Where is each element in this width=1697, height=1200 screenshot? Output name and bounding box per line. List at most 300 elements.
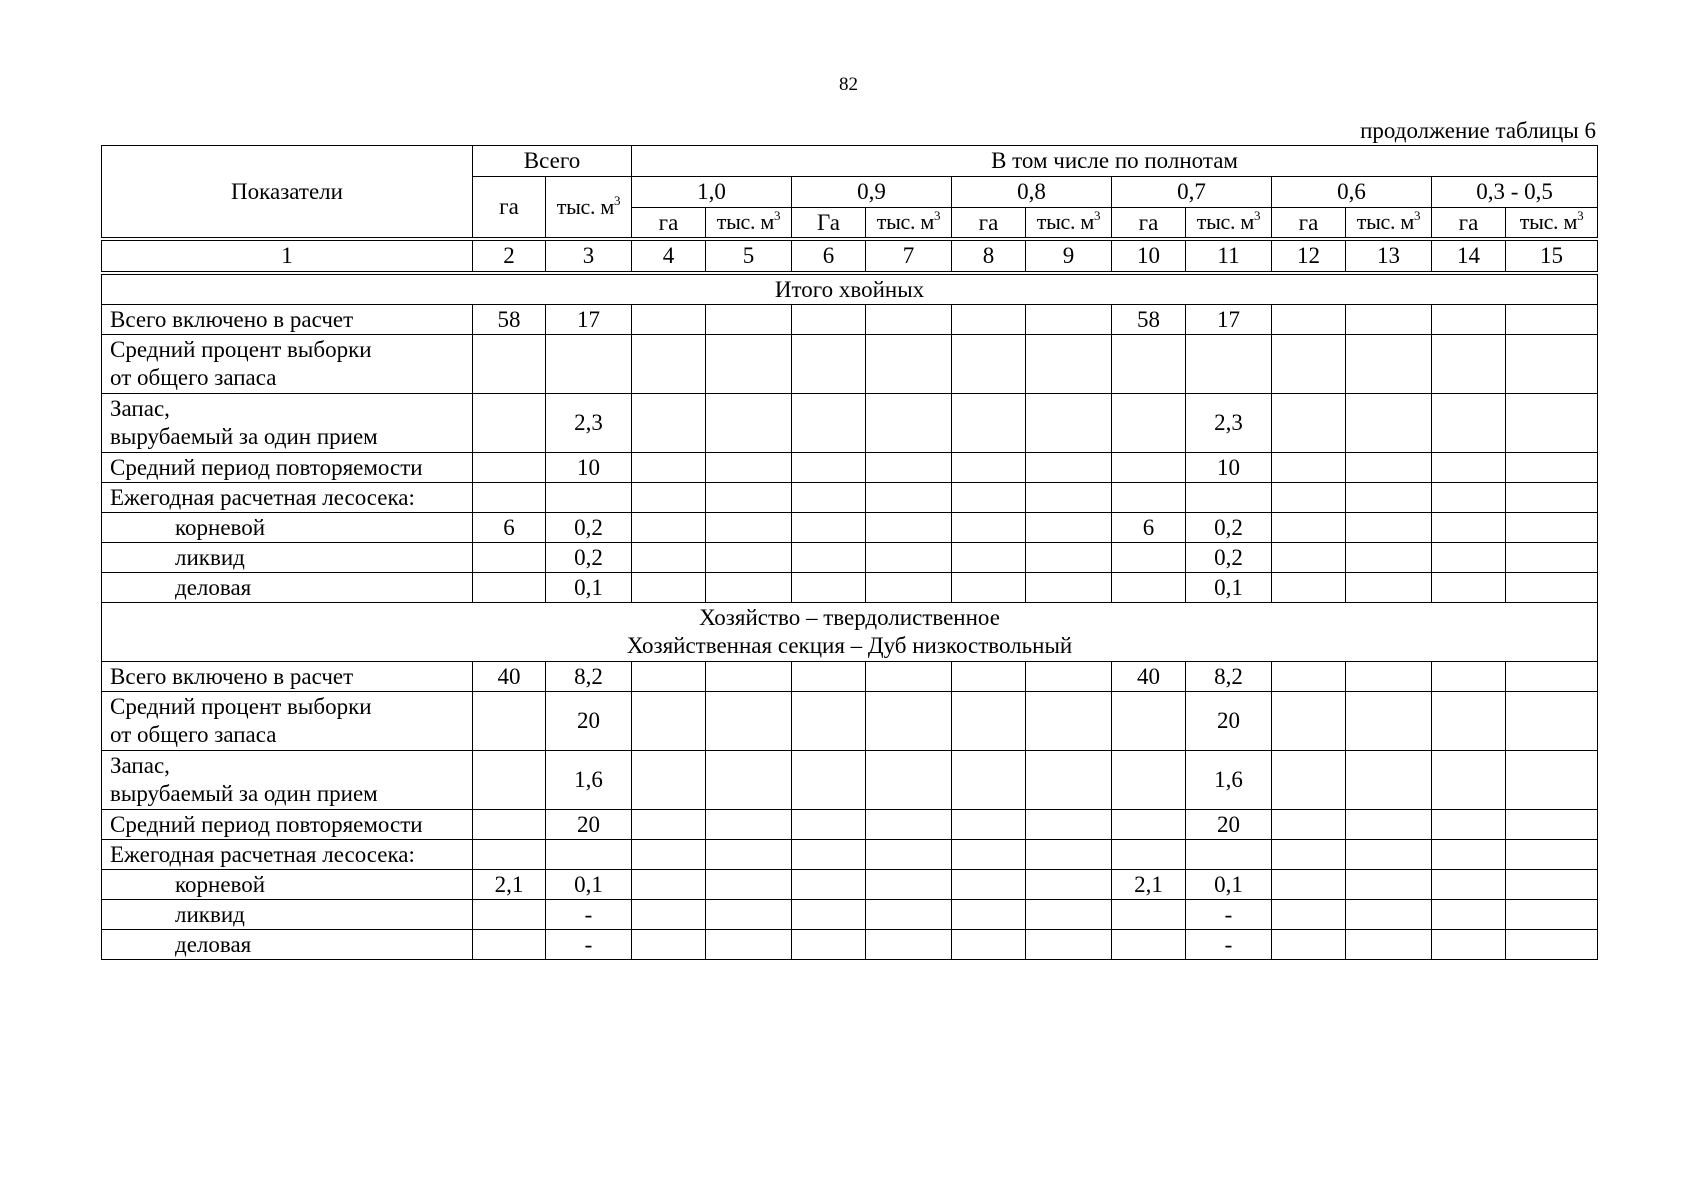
table-row xyxy=(102,513,1598,543)
table-cell xyxy=(1026,930,1112,960)
table-cell xyxy=(1272,394,1346,453)
section-title-text: Хозяйство – твердолиственное xyxy=(699,605,1000,631)
unit-sup: 3 xyxy=(1577,208,1584,224)
table-cell xyxy=(1112,900,1186,930)
table-cell xyxy=(706,692,792,751)
row-label-line: от общего запаса xyxy=(110,365,277,390)
table-cell xyxy=(866,394,952,453)
table-cell xyxy=(1272,662,1346,692)
row-label-line: от общего запаса xyxy=(110,722,277,747)
column-number: 12 xyxy=(1272,239,1346,273)
section-subtitle-text: Хозяйственная секция – Дуб низкоствольный xyxy=(626,633,1073,658)
unit-label: тыс. м xyxy=(556,193,615,219)
table-cell: 17 xyxy=(1186,305,1272,335)
table-cell xyxy=(792,335,866,394)
table-cell: 17 xyxy=(546,305,632,335)
column-number: 11 xyxy=(1186,239,1272,273)
table-cell xyxy=(866,870,952,900)
row-label-line: Всего включено в расчет xyxy=(110,663,354,689)
table-cell xyxy=(1112,810,1186,840)
table-cell xyxy=(866,692,952,751)
column-number: 1 xyxy=(102,239,473,273)
density-0-3-0-5: 0,3 - 0,5 xyxy=(1432,177,1598,208)
table-cell: 2,3 xyxy=(546,394,632,453)
table-cell xyxy=(1026,870,1112,900)
table-cell xyxy=(632,543,706,573)
table-row xyxy=(102,573,1598,603)
table-cell xyxy=(706,900,792,930)
table-cell: 0,2 xyxy=(546,513,632,543)
table-cell xyxy=(1432,305,1506,335)
table-cell xyxy=(632,453,706,483)
table-cell: 58 xyxy=(1112,305,1186,335)
header-ha: га xyxy=(1432,208,1506,240)
table-cell: 1,6 xyxy=(1186,751,1272,810)
table-cell: 0,1 xyxy=(546,573,632,603)
table-cell xyxy=(1346,513,1432,543)
table-row xyxy=(102,543,1598,573)
table-cell xyxy=(706,335,792,394)
table-cell xyxy=(1506,543,1598,573)
table-cell xyxy=(1432,335,1506,394)
header-volume xyxy=(1346,208,1432,240)
table-cell xyxy=(792,870,866,900)
table-cell xyxy=(1506,335,1598,394)
density-0-7: 0,7 xyxy=(1112,177,1272,208)
table-row xyxy=(102,662,1598,692)
table-cell xyxy=(1432,900,1506,930)
table-cell: 0,2 xyxy=(1186,513,1272,543)
row-label-line: Средний процент выборки xyxy=(110,694,372,720)
table-cell xyxy=(632,870,706,900)
unit-sup: 3 xyxy=(1414,208,1421,224)
table-cell xyxy=(473,483,546,513)
page-number: 82 xyxy=(839,74,858,95)
column-number: 2 xyxy=(473,239,546,273)
table-cell: 0,1 xyxy=(1186,573,1272,603)
row-label xyxy=(102,513,473,543)
section-title-text: Итого хвойных xyxy=(774,276,925,302)
table-cell xyxy=(1272,870,1346,900)
table-cell xyxy=(792,483,866,513)
table-cell xyxy=(473,900,546,930)
table-cell xyxy=(792,810,866,840)
table-cell xyxy=(473,692,546,751)
table-cell xyxy=(1506,394,1598,453)
table-cell xyxy=(792,692,866,751)
row-label xyxy=(102,305,473,335)
table-cell xyxy=(473,573,546,603)
table-cell xyxy=(1026,335,1112,394)
table-cell xyxy=(473,810,546,840)
column-number: 7 xyxy=(866,239,952,273)
table-cell xyxy=(706,870,792,900)
table-cell xyxy=(1432,810,1506,840)
row-label-line: Средний период повторяемости xyxy=(110,811,423,837)
table-cell xyxy=(1272,543,1346,573)
row-label xyxy=(102,692,473,751)
table-row xyxy=(102,394,1598,453)
table-cell xyxy=(866,513,952,543)
row-label-line: Запас, xyxy=(110,753,170,779)
row-label-line: ликвид xyxy=(175,544,245,570)
table-cell: 58 xyxy=(473,305,546,335)
row-label-line: корневой xyxy=(175,514,266,540)
table-cell xyxy=(1112,335,1186,394)
density-0-6: 0,6 xyxy=(1272,177,1432,208)
table-cell xyxy=(632,751,706,810)
row-label xyxy=(102,930,473,960)
table-cell xyxy=(1432,573,1506,603)
table-cell xyxy=(473,335,546,394)
table-cell xyxy=(1506,900,1598,930)
table-cell xyxy=(1112,483,1186,513)
unit-sup: 3 xyxy=(1254,208,1261,224)
header-volume xyxy=(706,208,792,240)
section-title xyxy=(102,603,1598,662)
row-label-line: вырубаемый за один прием xyxy=(110,424,378,449)
header-ha: га xyxy=(1112,208,1186,240)
unit-label: тыс. м xyxy=(1519,209,1578,235)
row-label-line: Запас, xyxy=(110,396,170,422)
table-cell xyxy=(1112,930,1186,960)
header-volume xyxy=(866,208,952,240)
table-cell xyxy=(1506,930,1598,960)
row-label xyxy=(102,573,473,603)
table-cell xyxy=(1026,513,1112,543)
table-cell xyxy=(1506,573,1598,603)
table-cell: - xyxy=(1186,900,1272,930)
table-cell xyxy=(792,453,866,483)
table-cell xyxy=(1506,692,1598,751)
table-row xyxy=(102,840,1598,870)
table-cell xyxy=(546,483,632,513)
table-cell xyxy=(1272,930,1346,960)
table-cell xyxy=(632,513,706,543)
table-cell: - xyxy=(1186,930,1272,960)
table-cell xyxy=(866,573,952,603)
header-volume xyxy=(1506,208,1598,240)
header-ha: га xyxy=(952,208,1026,240)
row-label-line: Ежегодная расчетная лесосека: xyxy=(110,841,415,867)
table-cell xyxy=(866,810,952,840)
table-cell: 0,1 xyxy=(1186,870,1272,900)
unit-sup: 3 xyxy=(934,208,941,224)
header-volume xyxy=(1026,208,1112,240)
table-cell xyxy=(706,810,792,840)
table-row xyxy=(102,305,1598,335)
table-cell xyxy=(792,662,866,692)
table-cell xyxy=(952,543,1026,573)
section-header-row xyxy=(102,273,1598,305)
table-cell xyxy=(1346,573,1432,603)
table-cell xyxy=(1026,573,1112,603)
unit-label: тыс. м xyxy=(1196,209,1255,235)
table-cell xyxy=(1272,810,1346,840)
table-cell xyxy=(1272,573,1346,603)
table-cell: 6 xyxy=(473,513,546,543)
table-cell xyxy=(866,840,952,870)
table-cell xyxy=(1186,483,1272,513)
table-cell xyxy=(1432,930,1506,960)
table-cell xyxy=(1346,870,1432,900)
table-cell: 40 xyxy=(1112,662,1186,692)
row-label xyxy=(102,394,473,453)
table-cell xyxy=(1506,453,1598,483)
table-cell xyxy=(1272,513,1346,543)
row-label xyxy=(102,662,473,692)
unit-label: тыс. м xyxy=(716,209,775,235)
table-cell xyxy=(1272,335,1346,394)
table-cell xyxy=(1432,513,1506,543)
table-cell: 10 xyxy=(1186,453,1272,483)
density-1-0: 1,0 xyxy=(632,177,792,208)
table-cell xyxy=(632,810,706,840)
table-cell xyxy=(706,453,792,483)
row-label xyxy=(102,483,473,513)
table-cell xyxy=(952,513,1026,543)
table-cell xyxy=(1506,305,1598,335)
table-cell xyxy=(792,840,866,870)
table-cell xyxy=(1346,394,1432,453)
table-cell xyxy=(952,840,1026,870)
table-cell xyxy=(952,900,1026,930)
table-cell: 0,2 xyxy=(1186,543,1272,573)
table-cell xyxy=(1432,692,1506,751)
table-cell xyxy=(706,840,792,870)
header-total-volume xyxy=(546,177,632,240)
table-cell xyxy=(706,751,792,810)
unit-label: тыс. м xyxy=(876,209,935,235)
table-cell xyxy=(1432,394,1506,453)
table-cell xyxy=(1026,840,1112,870)
table-cell xyxy=(1026,394,1112,453)
header-ha: га xyxy=(632,208,706,240)
table-cell: 20 xyxy=(546,692,632,751)
table-cell xyxy=(866,751,952,810)
table-row xyxy=(102,335,1598,394)
table-cell xyxy=(1112,573,1186,603)
column-number: 13 xyxy=(1346,239,1432,273)
table-cell xyxy=(952,810,1026,840)
table-cell xyxy=(706,573,792,603)
table-cell xyxy=(632,930,706,960)
table-cell xyxy=(1346,900,1432,930)
table-cell xyxy=(952,751,1026,810)
row-label xyxy=(102,810,473,840)
table-cell xyxy=(1026,662,1112,692)
column-number: 5 xyxy=(706,239,792,273)
table-cell xyxy=(473,453,546,483)
table-cell xyxy=(1346,543,1432,573)
table-cell xyxy=(706,483,792,513)
column-number: 4 xyxy=(632,239,706,273)
table-cell xyxy=(632,335,706,394)
table-cell xyxy=(952,930,1026,960)
table-cell xyxy=(632,573,706,603)
column-number: 15 xyxy=(1506,239,1598,273)
row-label-line: Средний процент выборки xyxy=(110,337,372,363)
table-cell: 0,2 xyxy=(546,543,632,573)
row-label-line: Ежегодная расчетная лесосека: xyxy=(110,484,415,510)
table-cell xyxy=(792,543,866,573)
table-cell xyxy=(1346,662,1432,692)
table-cell xyxy=(706,662,792,692)
table-cell xyxy=(1186,840,1272,870)
table-cell xyxy=(1432,453,1506,483)
column-number: 3 xyxy=(546,239,632,273)
table-cell xyxy=(1346,453,1432,483)
unit-sup: 3 xyxy=(774,208,781,224)
table-cell xyxy=(866,900,952,930)
header-total: Всего xyxy=(473,146,632,177)
column-number: 10 xyxy=(1112,239,1186,273)
table-cell xyxy=(632,662,706,692)
table-cell xyxy=(1346,840,1432,870)
table-cell xyxy=(792,305,866,335)
table-cell xyxy=(1506,483,1598,513)
row-label xyxy=(102,870,473,900)
table-cell: 6 xyxy=(1112,513,1186,543)
table-cell xyxy=(952,305,1026,335)
table-cell xyxy=(706,930,792,960)
table-cell xyxy=(792,394,866,453)
table-cell xyxy=(1272,692,1346,751)
row-label-line: вырубаемый за один прием xyxy=(110,781,378,806)
table-cell xyxy=(1026,483,1112,513)
table-cell xyxy=(632,483,706,513)
column-number: 6 xyxy=(792,239,866,273)
column-number: 9 xyxy=(1026,239,1112,273)
table-cell xyxy=(1026,305,1112,335)
table-cell xyxy=(546,840,632,870)
table-row xyxy=(102,900,1598,930)
table-cell xyxy=(1112,394,1186,453)
row-label-line: Всего включено в расчет xyxy=(110,306,354,332)
table-cell xyxy=(706,305,792,335)
column-number: 8 xyxy=(952,239,1026,273)
table-cell xyxy=(1112,692,1186,751)
table-cell xyxy=(866,543,952,573)
table-cell xyxy=(1186,335,1272,394)
table-cell xyxy=(473,840,546,870)
table-cell xyxy=(1506,810,1598,840)
table-row xyxy=(102,930,1598,960)
table-cell xyxy=(952,662,1026,692)
table-cell xyxy=(866,930,952,960)
table-cell xyxy=(1272,900,1346,930)
table-cell: 2,3 xyxy=(1186,394,1272,453)
header-volume xyxy=(1186,208,1272,240)
table-cell xyxy=(1272,840,1346,870)
table-cell xyxy=(1506,840,1598,870)
table-cell: 8,2 xyxy=(546,662,632,692)
row-label-line: ликвид xyxy=(175,901,245,927)
table-cell xyxy=(1432,870,1506,900)
table-cell xyxy=(632,692,706,751)
table-cell xyxy=(473,543,546,573)
table-cell xyxy=(866,335,952,394)
unit-label: тыс. м xyxy=(1356,209,1415,235)
table-cell xyxy=(1346,751,1432,810)
table-cell xyxy=(952,573,1026,603)
table-cell xyxy=(1346,483,1432,513)
table-cell xyxy=(952,453,1026,483)
table-cell: 10 xyxy=(546,453,632,483)
table-row xyxy=(102,453,1598,483)
table-cell xyxy=(473,394,546,453)
table-cell xyxy=(473,930,546,960)
table-cell xyxy=(792,751,866,810)
table-row xyxy=(102,751,1598,810)
density-0-9: 0,9 xyxy=(792,177,952,208)
table-cell xyxy=(706,394,792,453)
table-cell xyxy=(952,483,1026,513)
row-label-line: деловая xyxy=(175,931,252,957)
table-cell: - xyxy=(546,930,632,960)
row-label-line: Средний период повторяемости xyxy=(110,454,423,480)
table-row xyxy=(102,810,1598,840)
table-cell xyxy=(1112,751,1186,810)
table-cell xyxy=(1432,840,1506,870)
table-cell xyxy=(1026,453,1112,483)
table-cell xyxy=(1272,453,1346,483)
table-cell: 2,1 xyxy=(473,870,546,900)
table-cell xyxy=(1112,543,1186,573)
table-row xyxy=(102,692,1598,751)
table-cell xyxy=(1112,840,1186,870)
header-ha: га xyxy=(1272,208,1346,240)
table-cell: - xyxy=(546,900,632,930)
table-cell: 0,1 xyxy=(546,870,632,900)
row-label xyxy=(102,840,473,870)
table-cell xyxy=(1432,483,1506,513)
table-cell xyxy=(792,513,866,543)
table-cell xyxy=(866,453,952,483)
table-cell xyxy=(1346,810,1432,840)
table-cell xyxy=(1432,543,1506,573)
row-label xyxy=(102,335,473,394)
table-cell xyxy=(1506,513,1598,543)
table-cell xyxy=(1432,662,1506,692)
table-cell xyxy=(866,483,952,513)
table-cell xyxy=(1346,692,1432,751)
section-header-row xyxy=(102,603,1598,662)
table-cell xyxy=(473,751,546,810)
row-label-line: корневой xyxy=(175,871,266,897)
table-cell: 2,1 xyxy=(1112,870,1186,900)
table-cell xyxy=(866,662,952,692)
table-cell xyxy=(952,870,1026,900)
table-cell xyxy=(792,573,866,603)
table-cell xyxy=(1506,870,1598,900)
table-cell xyxy=(952,692,1026,751)
table-cell xyxy=(1026,810,1112,840)
table-cell xyxy=(706,543,792,573)
table-cell: 20 xyxy=(1186,810,1272,840)
table-cell xyxy=(1506,751,1598,810)
row-label xyxy=(102,751,473,810)
table-cell: 20 xyxy=(546,810,632,840)
table-cell xyxy=(1432,751,1506,810)
table-cell xyxy=(1026,692,1112,751)
row-label xyxy=(102,453,473,483)
header-indicators: Показатели xyxy=(102,146,473,240)
header-by-density: В том числе по полнотам xyxy=(632,146,1598,177)
unit-sup: 3 xyxy=(614,192,621,208)
table-cell xyxy=(792,900,866,930)
table-cell xyxy=(1026,751,1112,810)
